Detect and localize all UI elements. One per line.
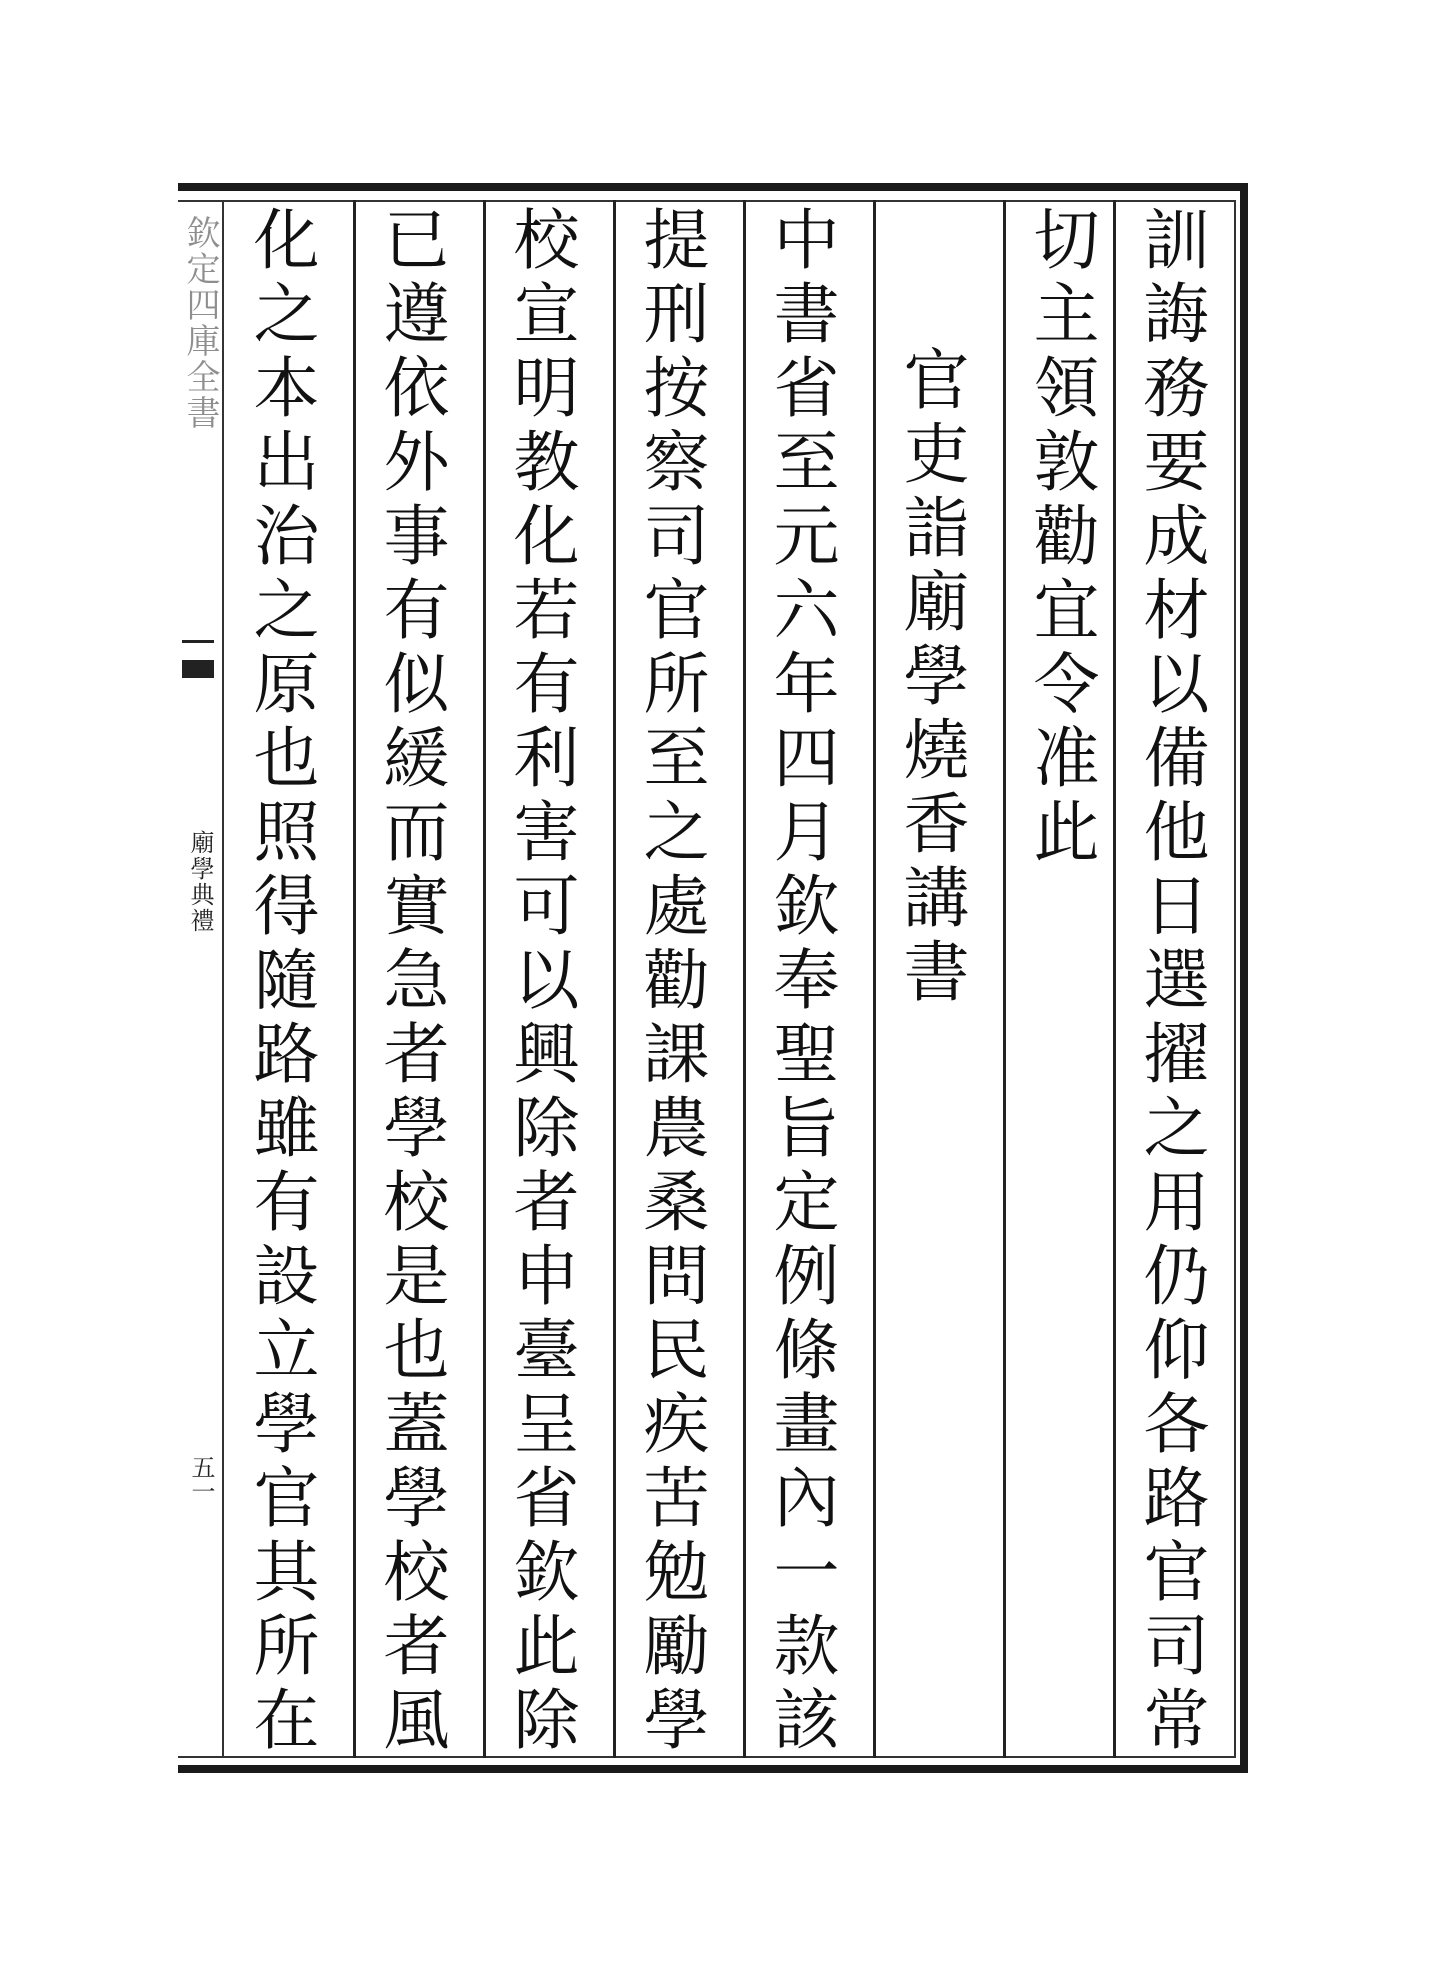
text-column-8: 化之本出治之原也照得隨路雖有設立學官其所在: [242, 205, 319, 1759]
text-column-2: 切主領敦勸宜令准此: [1022, 205, 1099, 871]
text-column-1: 訓誨務要成材以備他日選擢之用仍仰各路官司常: [1132, 205, 1209, 1759]
text-column-7: 已遵依外事有似緩而實急者學校是也蓋學校者風: [372, 205, 449, 1759]
column-divider: [1003, 200, 1006, 1758]
fishtail-line: [182, 640, 214, 643]
margin-divider: [222, 200, 224, 1758]
margin-page-number: 五一: [187, 1455, 215, 1503]
margin-section-label: 廟學典禮: [186, 830, 214, 934]
text-column-5: 提刑按察司官所至之處勸課農桑問民疾苦勉勵學: [632, 205, 709, 1759]
page-margin-strip: [178, 200, 223, 1758]
column-divider: [353, 200, 356, 1758]
column-divider: [483, 200, 486, 1758]
fishtail-mark: [182, 660, 214, 678]
column-divider: [873, 200, 876, 1758]
text-column-4: 中書省至元六年四月欽奉聖旨定例條畫內一款該: [762, 205, 839, 1759]
column-divider: [613, 200, 616, 1758]
column-divider: [743, 200, 746, 1758]
text-column-3-heading: 官吏詣廟學燒香講書: [892, 345, 969, 1011]
text-column-6: 校宣明教化若有利害可以興除者申臺呈省欽此除: [502, 205, 579, 1759]
column-divider: [1113, 200, 1116, 1758]
margin-book-title: 欽定四庫全書: [180, 215, 220, 431]
